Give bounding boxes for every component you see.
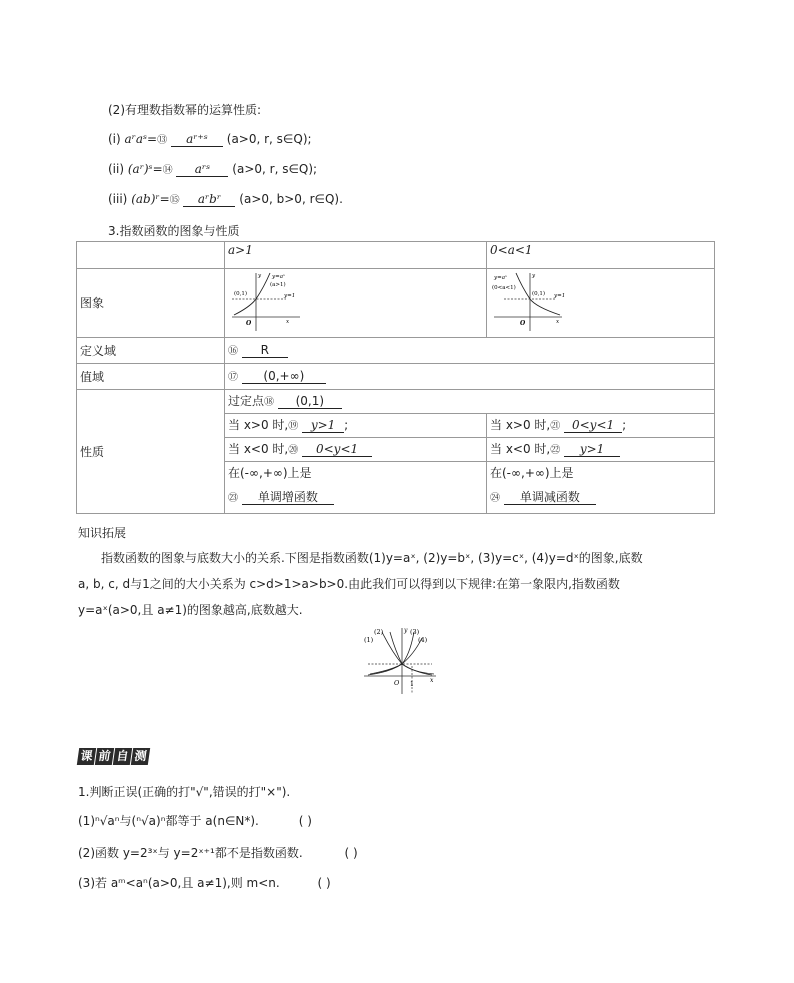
badge-char: 自 [113,748,132,765]
row-label-domain: 定义域 [77,338,225,364]
range-cell [225,364,715,390]
property-i [108,131,312,147]
item-prefix: (i) [108,132,121,146]
answer-marker: ⑱ [264,396,275,408]
curve-condition: (a>1) [270,282,286,288]
prop-text: 在(-∞,+∞)上是 [490,466,574,480]
line-label: y=1 [284,293,296,299]
extension-line-3: y=aˣ(a>0,且 a≠1)的图象越高,底数越大. [78,603,303,617]
fixed-point-text: 过定点 [228,393,265,408]
answer-marker: ㉔ [490,493,500,504]
curve-1-label: (1) [364,636,374,644]
extension-line-2: a, b, c, d与1之间的大小关系为 c>d>1>a>b>0.由此我们可以得到以下规律:在第一象限内,指数函数 [78,577,620,591]
axis-x-label: x [286,319,290,325]
graph-increasing [228,269,308,333]
line-label: y=1 [554,293,566,299]
axis-x-label: x [556,319,560,325]
answer-marker: ⑰ [228,371,238,383]
row-label-graph: 图象 [77,269,225,338]
answer-marker: ㉑ [550,420,561,432]
property-ii [108,161,317,177]
curve-label: y=aˣ [272,274,285,280]
item-condition: (a>0, r, s∈Q); [232,162,318,176]
prop-text: 当 x>0 时, [490,417,551,432]
answer-blank: y>1 [564,443,620,457]
prop-b-x-pos [487,414,715,438]
answer-marker: ㉒ [550,444,561,456]
property-iii [108,191,343,207]
answer-marker: ⑯ [228,345,238,357]
answer-marker: ㉓ [228,493,238,504]
quiz-item-3 [78,874,331,891]
badge-char: 课 [77,748,96,765]
row-label-range: 值域 [77,364,225,390]
curve-2-label: (2) [374,628,384,636]
axis-x-label: x [430,677,434,684]
four-curves-figure [362,624,440,696]
item-expr: (ab)ʳ= [131,192,170,206]
answer-marker: ⑳ [288,444,299,456]
punctuation: ; [622,417,627,432]
quiz-text: (3)若 aᵐ<aⁿ(a>0,且 a≠1),则 m<n. [78,876,280,890]
graph-cell-a-gt-1 [225,269,487,338]
origin-label: O [520,320,526,327]
exponential-function-table [76,241,715,514]
prop-a-monotonic [225,462,487,514]
item-expr: (aʳ)ˢ= [127,162,163,176]
section-2-heading: (2)有理数指数幂的运算性质: [108,103,262,117]
quiz-item-1 [78,812,312,829]
answer-blank: 单调减函数 [504,491,596,505]
prop-text: 当 x>0 时, [228,417,289,432]
answer-blank: 0<y<1 [564,419,622,433]
answer-blank: 单调增函数 [242,491,334,505]
point-label: (0,1) [234,291,248,297]
point-label: (0,1) [532,291,546,297]
header-empty [77,242,225,269]
item-expr: aʳaˢ= [124,132,158,146]
answer-blank: y>1 [302,419,344,433]
prop-b-x-neg [487,438,715,462]
prop-b-monotonic [487,462,715,514]
section-badge [78,748,149,765]
answer-marker: ⑮ [169,195,180,206]
curve-3-label: (3) [410,628,420,636]
unit-label: 1 [410,681,414,688]
header-a-lt-1: 0<a<1 [487,242,715,269]
item-prefix: (ii) [108,162,125,176]
item-prefix: (iii) [108,192,128,206]
axis-y-label: y [258,273,262,279]
answer-marker: ⑬ [157,135,168,146]
axis-y-label: y [404,627,408,634]
badge-char: 前 [95,748,114,765]
quiz-text: (2)函数 y=2³ˣ与 y=2ˣ⁺¹都不是指数函数. [78,846,303,860]
answer-parentheses[interactable]: ( ) [317,876,331,890]
prop-text: 在(-∞,+∞)上是 [228,466,312,480]
section-3-heading: 3.指数函数的图象与性质 [108,224,240,238]
badge-char: 测 [131,748,150,765]
answer-marker: ⑭ [162,165,173,176]
curve-4-label: (4) [418,636,428,644]
graph-decreasing [490,269,570,333]
quiz-heading: 1.判断正误(正确的打"√",错误的打"×"). [78,785,291,799]
answer-parentheses[interactable]: ( ) [344,846,358,860]
prop-text: 当 x<0 时, [228,441,289,456]
answer-blank: aʳˢ [176,163,228,177]
domain-cell [225,338,715,364]
answer-blank: aʳbʳ [183,193,235,207]
quiz-text: (1)ⁿ√aⁿ与(ⁿ√a)ⁿ都等于 a(n∈N*). [78,814,259,828]
answer-blank: (0,1) [278,395,342,409]
curve-condition: (0<a<1) [492,285,516,291]
fixed-point-cell [225,390,715,414]
row-label-properties: 性质 [77,390,225,514]
answer-marker: ⑲ [288,420,299,432]
answer-blank: (0,+∞) [242,370,326,384]
origin-label: O [394,679,400,687]
axis-y-label: y [532,273,536,279]
extension-line-1: 指数函数的图象与底数大小的关系.下图是指数函数(1)y=aˣ, (2)y=bˣ, (3)y=cˣ, (4)y=dˣ的图象,底数 [101,551,643,565]
answer-parentheses[interactable]: ( ) [298,814,312,828]
curve-label: y=aˣ [494,275,507,281]
prop-text: 当 x<0 时, [490,441,551,456]
extension-title: 知识拓展 [78,526,127,540]
item-condition: (a>0, r, s∈Q); [226,132,312,146]
prop-a-x-neg [225,438,487,462]
answer-blank: R [242,344,288,358]
origin-label: O [246,320,252,327]
answer-blank: aʳ⁺ˢ [171,133,223,147]
header-a-gt-1: a>1 [225,242,487,269]
graph-cell-a-lt-1 [487,269,715,338]
quiz-item-2 [78,844,358,861]
prop-a-x-pos [225,414,487,438]
item-condition: (a>0, b>0, r∈Q). [239,192,343,206]
punctuation: ; [344,417,349,432]
answer-blank: 0<y<1 [302,443,372,457]
